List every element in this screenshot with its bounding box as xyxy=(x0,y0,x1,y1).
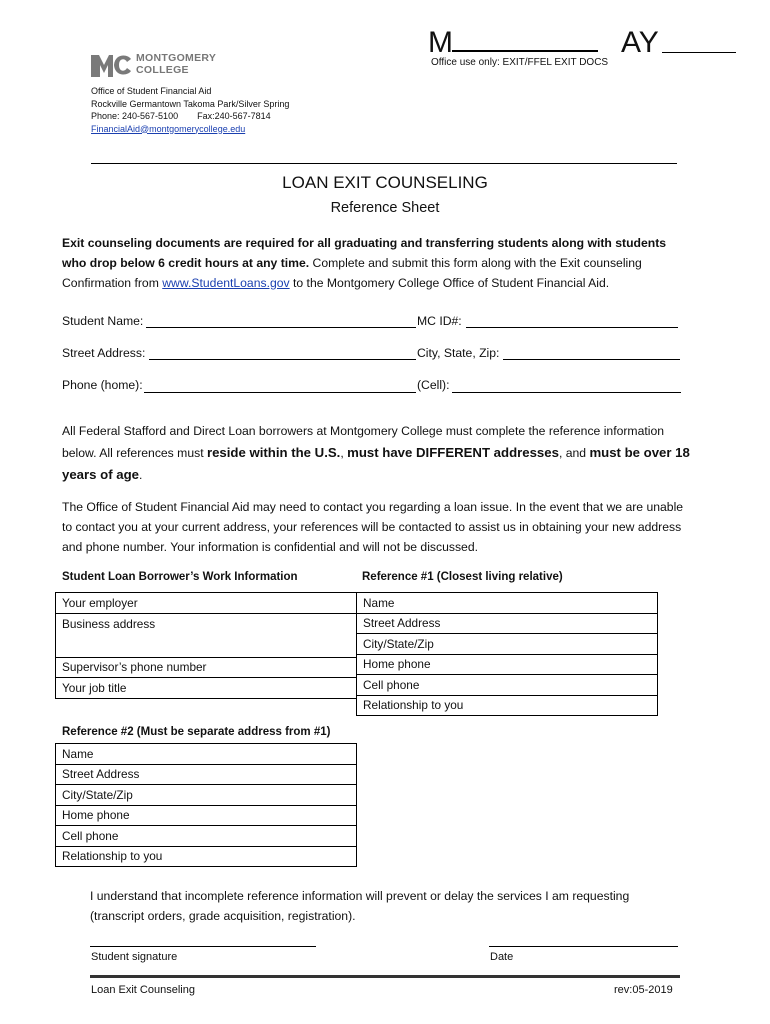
ref-text-4: . xyxy=(138,468,143,482)
mc-logo-icon xyxy=(91,53,131,77)
ref1-street-cell[interactable]: Street Address xyxy=(357,613,658,634)
table-row xyxy=(357,613,658,634)
page-subtitle: Reference Sheet xyxy=(330,200,440,216)
table-row xyxy=(56,657,357,678)
logo-line-2: COLLEGE xyxy=(136,64,189,76)
reference-1-table xyxy=(356,592,658,716)
office-contact xyxy=(91,110,289,123)
work-info-table xyxy=(55,592,357,699)
table-row xyxy=(357,654,658,675)
m-label: M xyxy=(428,26,453,59)
ay-label: AY xyxy=(621,26,659,59)
city-state-zip-label: City, State, Zip: xyxy=(417,346,500,360)
cell-label: (Cell): xyxy=(417,378,450,392)
office-name: Office of Student Financial Aid xyxy=(91,86,212,96)
m-field-line[interactable] xyxy=(452,50,598,52)
ref-bold-3: must be over 18 years of age xyxy=(62,445,690,482)
work-employer-cell[interactable]: Your employer xyxy=(56,593,357,614)
office-phone: Phone: 240-567-5100 xyxy=(91,111,179,121)
logo-line-1: MONTGOMERY xyxy=(136,52,217,64)
intro-bold: Exit counseling documents are required for all graduating and transferring students along with students who drop below 6 credit hours at any time. xyxy=(62,236,667,270)
date-label: Date xyxy=(490,951,514,963)
table-row xyxy=(56,805,357,826)
table-row xyxy=(56,785,357,806)
ref2-home-phone-cell[interactable]: Home phone xyxy=(56,805,357,826)
office-campuses: Rockville Germantown Takoma Park/Silver Spring xyxy=(91,98,290,109)
ref1-city-cell[interactable]: City/State/Zip xyxy=(357,634,658,655)
reference-1-heading: Reference #1 (Closest living relative) xyxy=(362,571,563,583)
date-line[interactable] xyxy=(489,946,678,947)
signature-line[interactable] xyxy=(90,946,316,947)
table-row xyxy=(56,764,357,785)
footer-rule xyxy=(90,975,680,978)
studentloans-link[interactable]: www.StudentLoans.gov xyxy=(162,276,290,290)
header-divider xyxy=(91,163,677,164)
ref2-city-cell[interactable]: City/State/Zip xyxy=(56,785,357,806)
mc-id-label: MC ID#: xyxy=(417,314,462,328)
contact-paragraph: The Office of Student Financial Aid may need to contact you regarding a loan issue. In the event that we are unable to contact you at your current address, your references will be contacted to assist us in obtaining your new address and phone number. Your information is confidential and will not be discussed. xyxy=(62,500,684,554)
acknowledgement-text: I understand that incomplete reference information will prevent or delay the services I am requesting (transcript orders, grade acquisition, registration). xyxy=(90,889,630,923)
student-name-field[interactable] xyxy=(146,327,416,328)
table-row xyxy=(56,593,357,614)
work-info-heading: Student Loan Borrower’s Work Information xyxy=(62,571,298,583)
footer-right: rev:05-2019 xyxy=(614,984,673,996)
ref-text-2: , xyxy=(340,446,348,460)
footer-left: Loan Exit Counseling xyxy=(91,984,195,996)
table-row xyxy=(56,678,357,699)
intro-text-2: to the Montgomery College Office of Student Financial Aid. xyxy=(289,276,610,290)
signature-label: Student signature xyxy=(91,951,178,963)
ref1-cell-phone-cell[interactable]: Cell phone xyxy=(357,675,658,696)
table-row xyxy=(56,613,357,657)
street-address-label: Street Address: xyxy=(62,346,146,360)
ref2-relationship-cell[interactable]: Relationship to you xyxy=(56,846,357,867)
intro-paragraph xyxy=(62,233,692,293)
ay-field-line[interactable] xyxy=(662,52,736,53)
ref2-cell-phone-cell[interactable]: Cell phone xyxy=(56,826,357,847)
city-state-zip-field[interactable] xyxy=(503,359,680,360)
office-fax: Fax:240-567-7814 xyxy=(197,111,271,121)
mc-id-field[interactable] xyxy=(466,327,678,328)
cell-field[interactable] xyxy=(452,392,681,393)
reference-2-heading: Reference #2 (Must be separate address from #1) xyxy=(62,726,331,738)
ref-bold-1: reside within the U.S. xyxy=(206,445,341,460)
ref-text-1: All Federal Stafford and Direct Loan borrowers at Montgomery College must complete the reference information below. All references must xyxy=(62,424,664,460)
table-row xyxy=(56,846,357,867)
reference-requirements xyxy=(62,421,692,486)
table-row xyxy=(357,634,658,655)
office-use-note: Office use only: EXIT/FFEL EXIT DOCS xyxy=(431,57,609,68)
street-address-field[interactable] xyxy=(149,359,416,360)
page-title: LOAN EXIT COUNSELING xyxy=(282,173,488,192)
table-row xyxy=(357,593,658,614)
work-supervisor-phone-cell[interactable]: Supervisor’s phone number xyxy=(56,657,357,678)
table-row xyxy=(56,744,357,765)
phone-home-label: Phone (home): xyxy=(62,378,143,392)
phone-home-field[interactable] xyxy=(144,392,416,393)
intro-text-1: Complete and submit this form along with the Exit counseling Confirmation from xyxy=(62,256,642,290)
ref-bold-2: must have DIFFERENT addresses xyxy=(347,445,559,460)
ref2-name-cell[interactable]: Name xyxy=(56,744,357,765)
office-info xyxy=(91,85,289,135)
ref-text-3: , and xyxy=(558,446,590,460)
ref1-name-cell[interactable]: Name xyxy=(357,593,658,614)
ref1-relationship-cell[interactable]: Relationship to you xyxy=(357,695,658,716)
table-row xyxy=(357,695,658,716)
work-job-title-cell[interactable]: Your job title xyxy=(56,678,357,699)
table-row xyxy=(357,675,658,696)
ref2-street-cell[interactable]: Street Address xyxy=(56,764,357,785)
logo-wordmark xyxy=(136,52,216,76)
student-name-label: Student Name: xyxy=(62,314,144,328)
reference-2-table xyxy=(55,743,357,867)
work-business-address-cell[interactable]: Business address xyxy=(56,613,357,657)
ref1-home-phone-cell[interactable]: Home phone xyxy=(357,654,658,675)
table-row xyxy=(56,826,357,847)
office-email-link[interactable]: FinancialAid@montgomerycollege.edu xyxy=(91,123,246,134)
